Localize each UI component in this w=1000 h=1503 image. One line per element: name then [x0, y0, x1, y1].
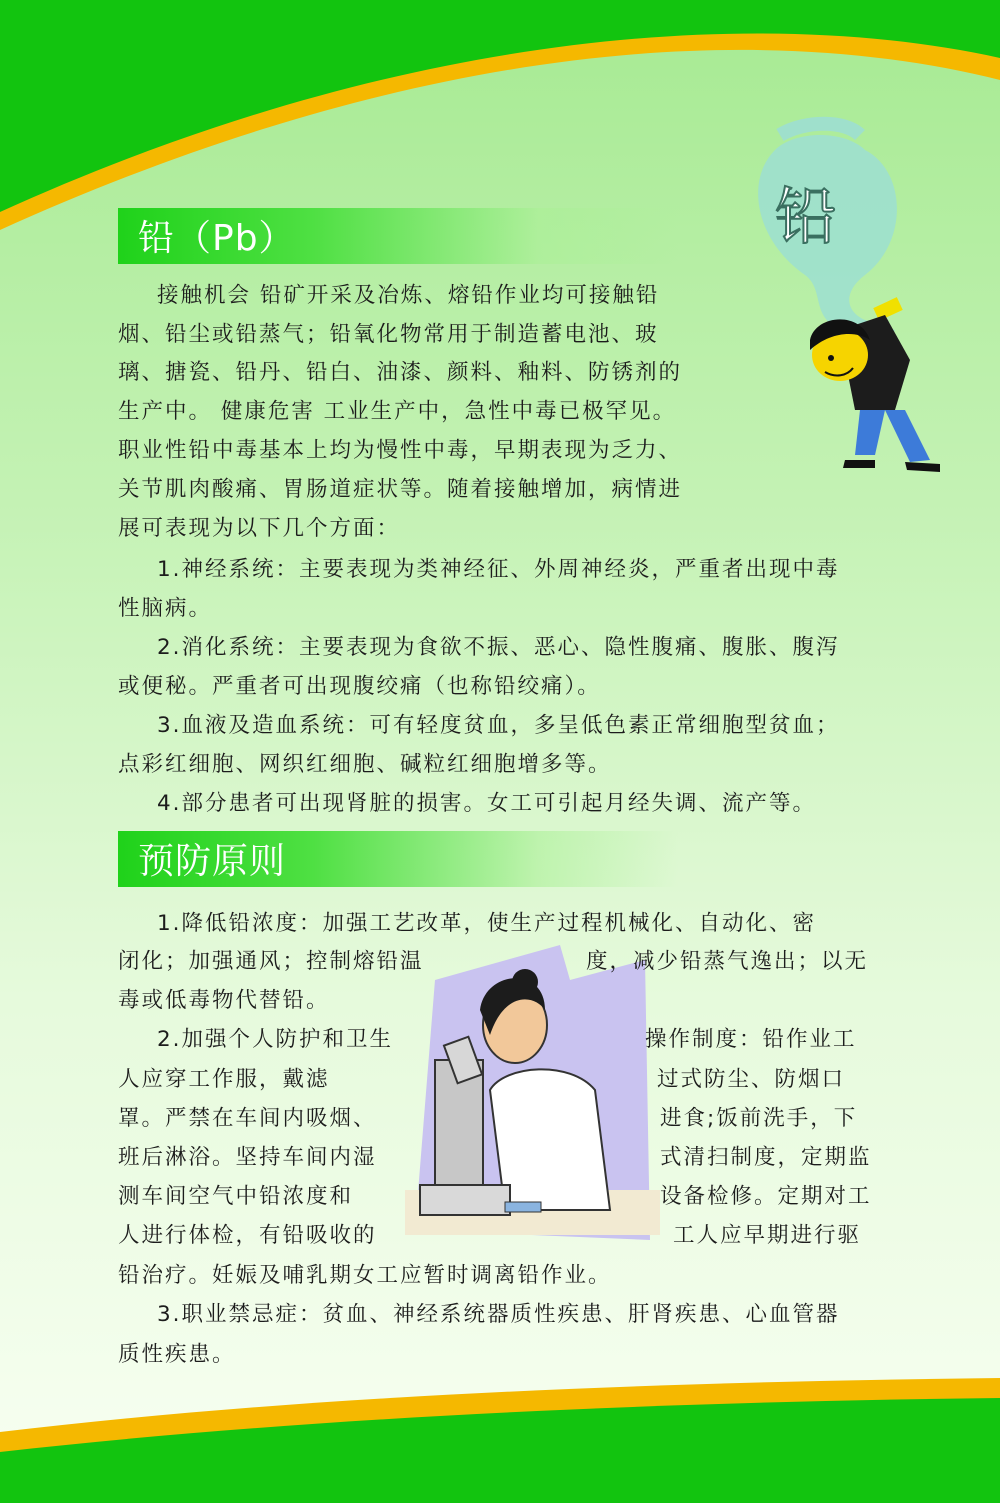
lead-list-item-line: 1.神经系统：主要表现为类神经征、外周神经炎，严重者出现中毒: [157, 557, 840, 582]
lead-paragraph-line: 关节肌肉酸痛、胃肠道症状等。随着接触增加，病情进: [118, 477, 683, 502]
lead-paragraph-line: 展可表现为以下几个方面：: [118, 516, 401, 541]
prevention-line: 人应穿工作服，戴滤: [118, 1067, 330, 1092]
lead-paragraph-line: 烟、铅尘或铅蒸气；铅氧化物常用于制造蓄电池、玻: [118, 322, 659, 347]
lead-list-item-line: 3.血液及造血系统：可有轻度贫血，多呈低色素正常细胞型贫血；: [157, 713, 840, 738]
prevention-line: 设备检修。定期对工: [660, 1184, 872, 1209]
prevention-line: 罩。严禁在车间内吸烟、: [118, 1106, 377, 1131]
man-carrying-lead-bag-illustration: [735, 110, 965, 480]
prevention-line: 度，减少铅蒸气逸出；以无: [586, 949, 869, 974]
lead-section-header: [118, 208, 678, 264]
prevention-section-title: 预防原则: [138, 841, 287, 882]
prevention-line: 进食;饭前洗手，下: [660, 1106, 858, 1131]
lead-list-item-line: 性脑病。: [118, 596, 213, 621]
bag-label: 铅: [775, 180, 838, 253]
prevention-line: 过式防尘、防烟口: [657, 1067, 846, 1092]
lead-section-title: 铅（Pb）: [138, 218, 296, 259]
prevention-line: 工人应早期进行驱: [673, 1223, 862, 1248]
lead-list-item-line: 或便秘。严重者可出现腹绞痛（也称铅绞痛）。: [118, 674, 601, 699]
prevention-line: 班后淋浴。坚持车间内湿: [118, 1145, 377, 1170]
prevention-line: 式清扫制度，定期监: [660, 1145, 872, 1170]
prevention-line: 闭化；加强通风；控制熔铅温: [118, 949, 424, 974]
prevention-line: 3.职业禁忌症：贫血、神经系统器质性疾患、肝肾疾患、心血管器: [157, 1302, 840, 1327]
prevention-section-header: [118, 831, 678, 887]
lead-list-item-line: 点彩红细胞、网织红细胞、碱粒红细胞增多等。: [118, 752, 612, 777]
prevention-line: 铅治疗。妊娠及哺乳期女工应暂时调离铅作业。: [118, 1263, 612, 1288]
prevention-line: 毒或低毒物代替铅。: [118, 988, 330, 1013]
lead-paragraph-line: 璃、搪瓷、铅丹、铅白、油漆、颜料、釉料、防锈剂的: [118, 360, 683, 385]
lead-paragraph-line: 接触机会 铅矿开采及冶炼、熔铅作业均可接触铅: [157, 283, 660, 308]
prevention-line: 测车间空气中铅浓度和: [118, 1184, 354, 1209]
prevention-line: 2.加强个人防护和卫生: [157, 1027, 394, 1052]
lead-paragraph-line: 生产中。 健康危害 工业生产中，急性中毒已极罕见。: [118, 399, 677, 424]
prevention-line: 操作制度：铅作业工: [645, 1027, 857, 1052]
lead-list-item-line: 4.部分患者可出现肾脏的损害。女工可引起月经失调、流产等。: [157, 791, 817, 816]
prevention-line: 质性疾患。: [118, 1342, 236, 1367]
lab-worker-microscope-illustration: [395, 940, 665, 1245]
lead-list-item-line: 2.消化系统：主要表现为食欲不振、恶心、隐性腹痛、腹胀、腹泻: [157, 635, 840, 660]
lead-paragraph-line: 职业性铅中毒基本上均为慢性中毒，早期表现为乏力、: [118, 438, 683, 463]
prevention-line: 人进行体检，有铅吸收的: [118, 1223, 377, 1248]
prevention-line: 1.降低铅浓度：加强工艺改革，使生产过程机械化、自动化、密: [157, 911, 817, 936]
